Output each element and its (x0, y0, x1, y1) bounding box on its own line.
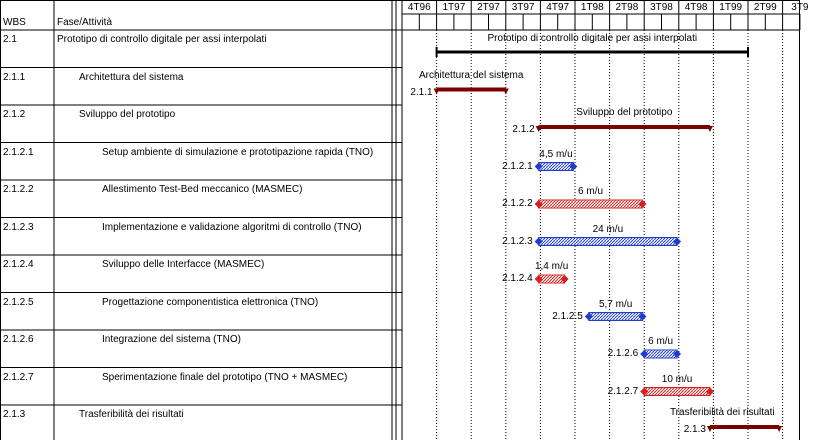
quarter-label: 2T98 (615, 2, 639, 13)
row-wbs: 2.1.2 (3, 109, 26, 120)
quarter-label: 3T98 (650, 2, 673, 13)
task-bar-id: 2.1.2.3 (502, 235, 533, 247)
row-wbs: 2.1.2.5 (3, 296, 34, 308)
row-wbs: 2.1.1 (3, 71, 26, 83)
task-effort-label: 1,4 m/u (534, 261, 569, 272)
row-task-name: Sviluppo delle Interfacce (MASMEC) (102, 259, 265, 270)
row-task-name: Trasferibilità dei risultati (79, 409, 184, 420)
phase-bar-id: 2.1.3 (683, 424, 706, 435)
quarter-label: 1T97 (442, 2, 466, 13)
quarter-label: 4T98 (684, 2, 708, 13)
row-task-name: Sperimentazione finale del prototipo (TNO + MASMEC) (102, 371, 348, 383)
task-bar-id: 2.1.2.2 (502, 198, 533, 209)
header-wbs: WBS (3, 17, 26, 28)
quarter-label: 3T97 (511, 2, 535, 13)
quarter-label: 4T96 (407, 2, 431, 13)
phase-bar-id: 2.1.1 (410, 86, 433, 98)
quarter-label: 4T97 (546, 2, 570, 13)
quarter-label: 3T9 (791, 2, 809, 13)
row-wbs: 2.1.2.7 (3, 371, 34, 383)
task-bar-id: 2.1.2.1 (502, 160, 533, 172)
quarter-label: 1T98 (580, 2, 604, 13)
row-task-name: Integrazione del sistema (TNO) (102, 334, 241, 345)
task-effort-label: 4,5 m/u (539, 148, 573, 160)
header-task: Fase/Attività (57, 17, 113, 28)
row-wbs: 2.1.2.4 (3, 259, 34, 270)
row-task-name: Progettazione componentistica elettronica (TNO) (102, 296, 319, 308)
row-task-name: Implementazione e validazione algoritmi di controllo (TNO) (102, 221, 362, 233)
row-wbs: 2.1.2.1 (3, 146, 34, 158)
row-task-name: Setup ambiente di simulazione e prototipazione rapida (TNO) (102, 146, 374, 158)
task-effort-label: 6 m/u (648, 336, 674, 347)
row-task-name: Architettura del sistema (79, 71, 184, 83)
phase-bar-label: Trasferibilità dei risultati (669, 407, 775, 418)
task-effort-label: 5,7 m/u (598, 298, 633, 310)
quarter-label: 1T99 (719, 2, 743, 13)
quarter-label: 2T99 (753, 2, 777, 13)
row-task-name: Prototipo di controllo digitale per assi interpolati (57, 34, 267, 45)
task-effort-label: 6 m/u (578, 186, 604, 197)
row-task-name: Allestimento Test-Bed meccanico (MASMEC) (102, 184, 303, 195)
row-wbs: 2.1.3 (3, 409, 26, 420)
phase-bar-label: Architettura del sistema (418, 69, 524, 81)
phase-bar-id: 2.1.2 (512, 124, 535, 135)
row-task-name: Sviluppo del prototipo (79, 109, 176, 120)
row-wbs: 2.1.2.3 (3, 221, 34, 233)
task-bar-id: 2.1.2.7 (607, 385, 639, 397)
row-wbs: 2.1.2.2 (3, 184, 34, 195)
task-bar-id: 2.1.2.4 (502, 273, 533, 284)
row-wbs: 2.1 (3, 34, 17, 45)
row-wbs: 2.1.2.6 (3, 334, 34, 345)
task-effort-label: 24 m/u (592, 223, 624, 235)
task-bar-id: 2.1.2.6 (607, 348, 639, 359)
quarter-label: 2T97 (477, 2, 500, 13)
task-bar-id: 2.1.2.5 (552, 310, 583, 322)
task-effort-label: 10 m/u (661, 373, 693, 385)
summary-bar-label: Prototipo di controllo digitale per assi interpolati (487, 33, 698, 44)
phase-bar-label: Sviluppo del prototipo (576, 107, 673, 118)
